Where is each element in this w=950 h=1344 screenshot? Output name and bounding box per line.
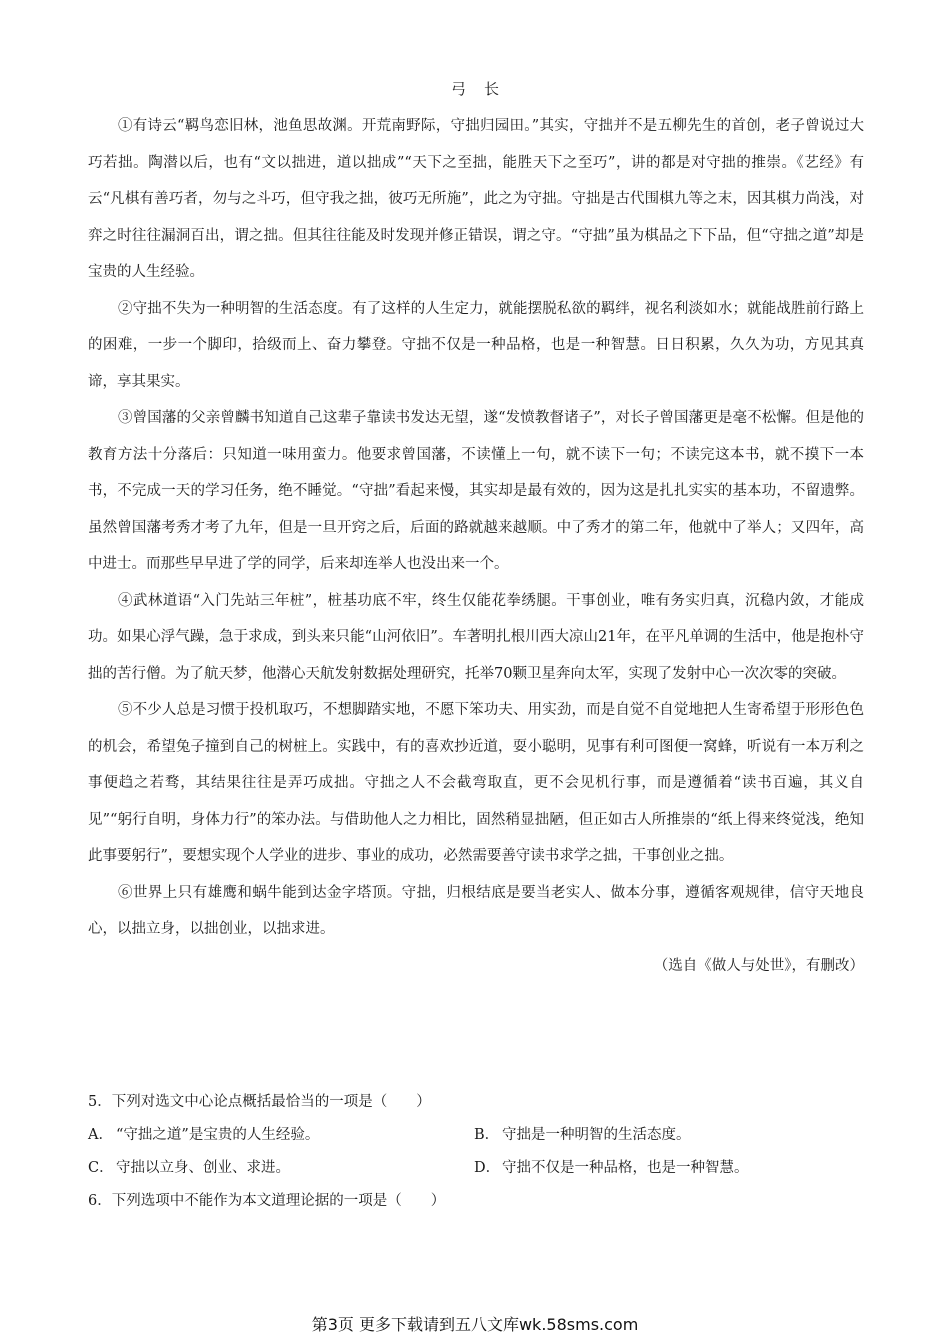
- option-d-letter: D．: [474, 1160, 501, 1176]
- option-c-letter: C．: [88, 1160, 114, 1176]
- option-b-text: 守拙是一种明智的生活态度。: [502, 1127, 691, 1143]
- paragraph-1: ①有诗云“羁鸟恋旧林，池鱼思故渊。开荒南野际，守拙归园田。”其实，守拙并不是五柳先生的首创，老子曾说过大巧若拙。陶潜以后，也有“文以拙进，道以拙成”“天下之至拙，能胜天下之至巧”，讲的都是对守拙的推崇。《艺经》有云“凡棋有善巧者，勿与之斗巧，但守我之拙，彼巧无所施”，此之为守拙。守拙是古代围棋九等之末，因其棋力尚浅，对弈之时往往漏洞百出，谓之拙。但其往往能及时发现并修正错误，谓之守。“守拙”虽为棋品之下下品，但“守拙之道”却是宝贵的人生经验。: [88, 118, 864, 280]
- option-a: [88, 1119, 474, 1152]
- paragraph-2: ②守拙不失为一种明智的生活态度。有了这样的人生定力，就能摆脱私欲的羁绊，视名利淡如水；就能战胜前行路上的困难，一步一个脚印，拾级而上、奋力攀登。守拙不仅是一种品格，也是一种智慧。日日积累，久久为功，方见其真谛，享其果实。: [88, 300, 864, 390]
- option-d-text: 守拙不仅是一种品格，也是一种智慧。: [502, 1160, 749, 1176]
- option-b: [474, 1119, 860, 1152]
- paragraph-3: ③曾国藩的父亲曾麟书知道自己这辈子靠读书发达无望，遂“发愤教督诸子”，对长子曾国藩更是毫不松懈。但是他的教育方法十分落后：只知道一味用蛮力。他要求曾国藩，不读懂上一句，就不读下一句；不读完这本书，就不摸下一本书，不完成一天的学习任务，绝不睡觉。“守拙”看起来慢，其实却是最有效的，因为这是扎扎实实的基本功，不留遗弊。虽然曾国藩考秀才考了九年，但是一旦开窍之后，后面的路就越来越顺。中了秀才的第二年，他就中了举人；又四年，高中进士。而那些早早进了学的同学，后来却连举人也没出来一个。: [88, 410, 864, 572]
- paragraph-6: ⑥世界上只有雄鹰和蜗牛能到达金字塔顶。守拙，归根结底是要当老实人、做本分事，遵循客观规律，信守天地良心，以拙立身，以拙创业，以拙求进。: [88, 884, 864, 937]
- option-c: [88, 1152, 474, 1185]
- question-5-options-row-2: [88, 1152, 864, 1185]
- question-5-stem: 5．下列对选文中心论点概括最恰当的一项是（ ）: [88, 1094, 431, 1110]
- option-b-letter: B．: [474, 1127, 500, 1143]
- question-5-options-row-1: [88, 1119, 864, 1152]
- article-source: （选自《做人与处世》，有删改）: [653, 957, 864, 974]
- page-footer: 第3页 更多下载请到五八文库wk.58sms.com: [311, 1315, 639, 1334]
- article-body: [88, 108, 864, 984]
- option-d: [474, 1152, 860, 1185]
- paragraph-5: ⑤不少人总是习惯于投机取巧，不想脚踏实地，不愿下笨功夫、用实劲，而是自觉不自觉地把人生寄希望于形形色色的机会，希望兔子撞到自己的树桩上。实践中，有的喜欢抄近道，耍小聪明，见事有利可图便一窝蜂，听说有一本万利之事便趋之若骛，其结果往往是弄巧成拙。守拙之人不会截弯取直，更不会见机行事，而是遵循着“读书百遍，其义自见”“躬行自明，身体力行”的笨办法。与借助他人之力相比，固然稍显拙陋，但正如古人所推崇的“纸上得来终觉浅，绝知此事要躬行”，要想实现个人学业的进步、事业的成功，必然需要善守读书求学之拙，干事创业之拙。: [88, 702, 864, 864]
- paragraph-4: ④武林道语“入门先站三年桩”，桩基功底不牢，终生仅能花拳绣腿。干事创业，唯有务实归真，沉稳内敛，才能成功。如果心浮气躁，急于求成，到头来只能“山河依旧”。车著明扎根川西大凉山21年，在平凡单调的生活中，他是抱朴守拙的苦行僧。为了航天梦，他潜心天航发射数据处理研究，托举70颗卫星奔向太军，实现了发射中心一次次零的突破。: [88, 592, 864, 682]
- option-a-letter: A．: [88, 1127, 113, 1143]
- option-c-text: 守拙以立身、创业、求进。: [116, 1160, 290, 1176]
- question-6-stem: 6．下列选项中不能作为本文道理论据的一项是（ ）: [88, 1193, 446, 1209]
- article-title: 弓长: [450, 80, 517, 98]
- option-a-text: “守拙之道”是宝贵的人生经验。: [116, 1127, 320, 1143]
- questions-section: [88, 1086, 864, 1218]
